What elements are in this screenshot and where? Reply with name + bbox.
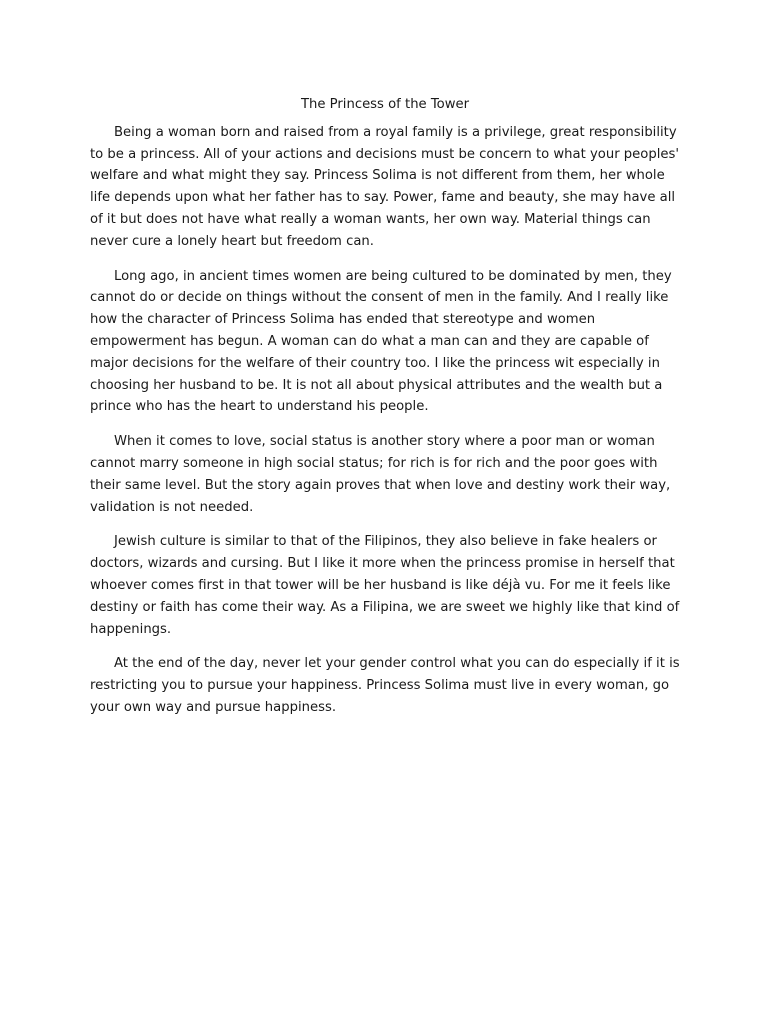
document-body <box>90 94 680 732</box>
paragraph-1: Being a woman born and raised from a royal family is a privilege, great responsibility to be a princess. All of your actions and decisions must be concern to what your peoples' welfare and what might they say. Princess Solima is not different from them, her whole life depends upon what her father has to say. Power, fame and beauty, she may have all of it but does not have what really a woman wants, her own way. Material things can never cure a lonely heart but freedom can. <box>90 124 680 249</box>
paragraph-4: Jewish culture is similar to that of the Filipinos, they also believe in fake healers or doctors, wizards and cursing. But I like it more when the princess promise in herself that whoever comes first in that tower will be her husband is like déjà vu. For me it feels like destiny or faith has come their way. As a Filipina, we are sweet we highly like that kind of happenings. <box>90 534 680 637</box>
document-title: The Princess of the Tower <box>300 97 470 112</box>
paragraph-2: Long ago, in ancient times women are being cultured to be dominated by men, they cannot do or decide on things without the consent of men in the family. And I really like how the character of Princess Solima has ended that stereotype and women empowerment has begun. A woman can do what a man can and they are capable of major decisions for the welfare of their country too. I like the princess wit especially in choosing her husband to be. It is not all about physical attributes and the wealth but a prince who has the heart to understand his people. <box>90 268 672 415</box>
paragraph-3: When it comes to love, social status is another story where a poor man or woman cannot marry someone in high social status; for rich is for rich and the poor goes with their same level. But the story again proves that when love and destiny work their way, validation is not needed. <box>90 434 671 515</box>
paragraph-5: At the end of the day, never let your gender control what you can do especially if it is restricting you to pursue your happiness. Princess Solima must live in every woman, go your own way and pursue happiness. <box>90 656 680 715</box>
